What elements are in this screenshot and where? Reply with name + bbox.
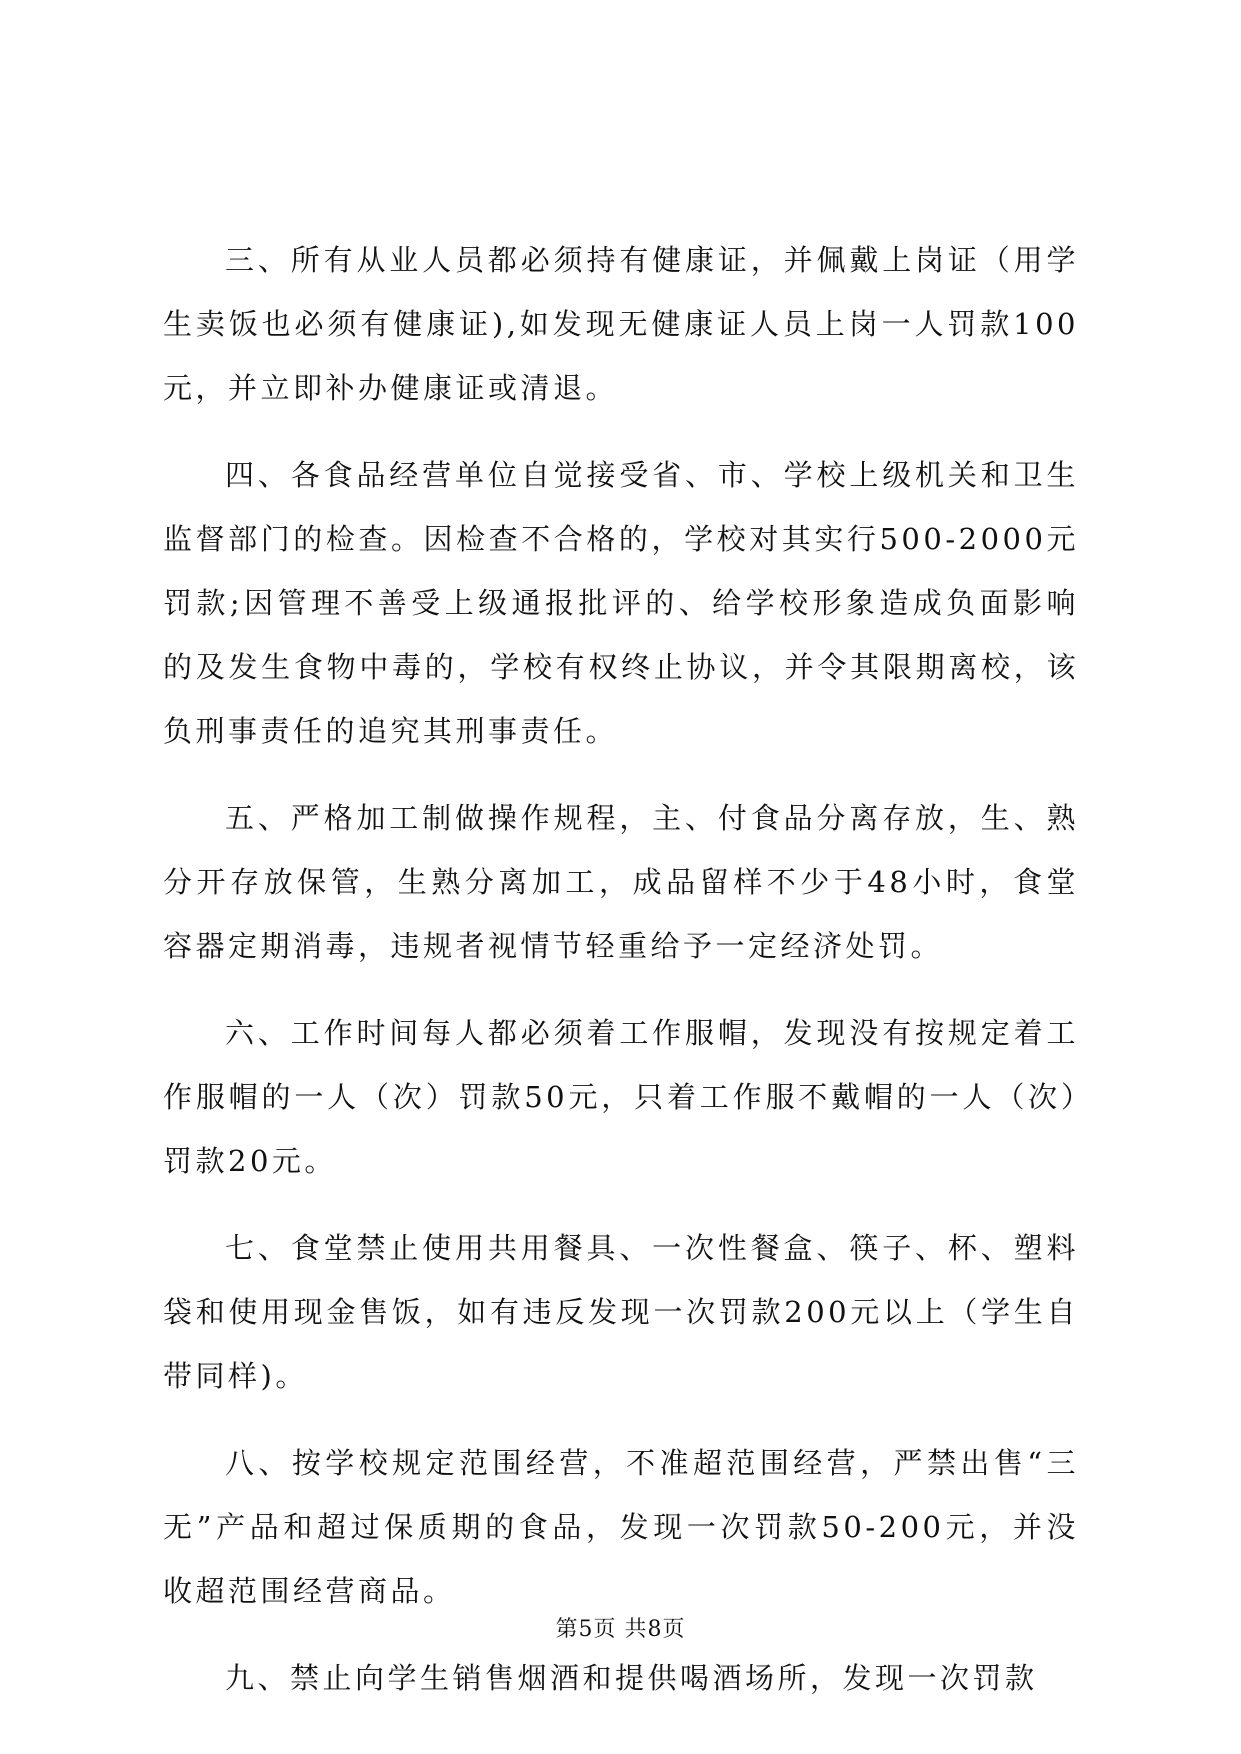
- paragraph-8: 八、按学校规定范围经营，不准超范围经营，严禁出售“三无”产品和超过保质期的食品，发现一次罚款50-200元，并没收超范围经营商品。: [163, 1446, 1079, 1608]
- paragraph-4: 四、各食品经营单位自觉接受省、市、学校上级机关和卫生监督部门的检查。因检查不合格的，学校对其实行500-2000元罚款;因管理不善受上级通报批评的、给学校形象造成负面影响的及发生食物中毒的，学校有权终止协议，并令其限期离校，该负刑事责任的追究其刑事责任。: [163, 458, 1079, 748]
- paragraph-6: 六、工作时间每人都必须着工作服帽，发现没有按规定着工作服帽的一人（次）罚款50元，只着工作服不戴帽的一人（次）罚款20元。: [163, 1016, 1079, 1178]
- page-footer: 第5页 共8页: [555, 1617, 686, 1642]
- paragraph-7: 七、食堂禁止使用共用餐具、一次性餐盒、筷子、杯、塑料袋和使用现金售饭，如有违反发现一次罚款200元以上（学生自带同样)。: [163, 1231, 1079, 1393]
- paragraph-3: 三、所有从业人员都必须持有健康证，并佩戴上岗证（用学生卖饭也必须有健康证),如发现无健康证人员上岗一人罚款100元，并立即补办健康证或清退。: [163, 243, 1079, 405]
- paragraph-9: 九、禁止向学生销售烟酒和提供喝酒场所，发现一次罚款: [225, 1661, 1038, 1695]
- paragraph-5: 五、严格加工制做操作规程，主、付食品分离存放，生、熟分开存放保管，生熟分离加工，成品留样不少于48小时，食堂容器定期消毒，违规者视情节轻重给予一定经济处罚。: [163, 801, 1079, 963]
- document-body: [163, 228, 1079, 1733]
